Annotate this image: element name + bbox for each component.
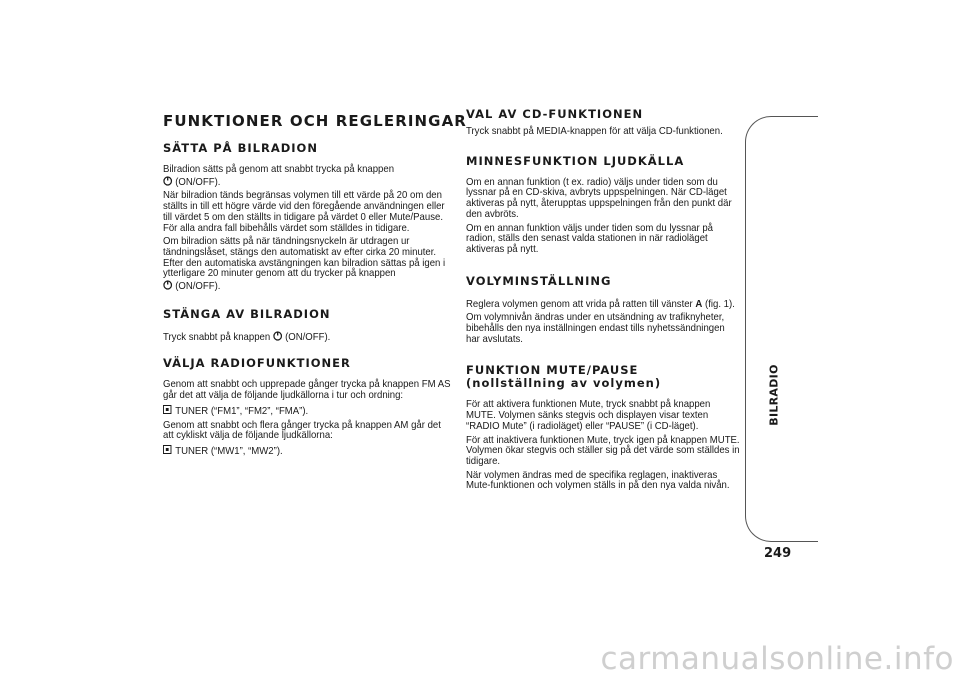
page-number: 249 (764, 546, 792, 561)
section-title-volyminstallning: VOLYMINSTÄLLNING (466, 273, 612, 288)
chapter-label (766, 360, 782, 430)
list-item (163, 445, 452, 458)
paragraph: För att inaktivera funktionen Mute, tryck igen på knappen MUTE. Volymen ökar stegvis och ställer sig på det värde som ställdes in tidigare. (466, 434, 740, 467)
section-subtitle-mute-pause: (nollställning av volymen) (466, 376, 662, 391)
figure-reference: A (695, 298, 703, 310)
square-bullet-icon (163, 445, 171, 454)
paragraph-text: (ON/OFF). (285, 331, 331, 343)
right-column (466, 108, 742, 495)
paragraph: När bilradion tänds begränsas volymen till ett värde på 20 om den ställts in till ett högre värde vid den föregående användningen eller till värdet 5 om den ställts in tidigare på värdet 0 eller Mute/Pause. För alla andra fall bibehålls värdet som ställdes in tidigare. (163, 190, 445, 234)
chapter-label-text: BILRADIO (767, 364, 781, 426)
section-title-satta-pa: SÄTTA PÅ BILRADION (163, 141, 318, 155)
paragraph: Tryck snabbt på MEDIA-knappen för att välja CD-funktionen. (466, 126, 723, 137)
paragraph-text: (ON/OFF). (175, 281, 221, 293)
square-bullet-icon (163, 405, 171, 414)
section-title-valja-radiofunktioner: VÄLJA RADIOFUNKTIONER (163, 356, 351, 371)
section-title-stanga-av: STÄNGA AV BILRADION (163, 306, 331, 321)
paragraph: Genom att snabbt och upprepade gånger trycka på knappen FM AS går det att välja de följande ljudkällorna i tur och ordning: (163, 379, 451, 402)
section-title-val-av-cd: VAL AV CD-FUNKTIONEN (466, 107, 644, 121)
paragraph-text: Om bilradion sätts på när tändningsnyckeln är utdragen ur tändningslåset, stängs den automatiskt av efter cirka 20 minuter. Efter den automatiska avstängningen kan bilradion sättas på igen i ytterligare 20 minuter genom att du trycker på knappen (163, 236, 446, 280)
paragraph: När volymen ändras med de specifika reglagen, inaktiveras Mute-funktionen och volymen ställs in på den nya valda nivån. (466, 469, 730, 492)
power-knob-icon (163, 176, 172, 186)
paragraph: För att aktivera funktionen Mute, tryck snabbt på knappen MUTE. Volymen sänks stegvis och displayen visar texten “RADIO Mute” (i radioläget) eller “PAUSE” (i CD-läget). (466, 399, 711, 432)
watermark: carmanualsonline.info (600, 641, 954, 677)
left-column (163, 108, 467, 461)
paragraph-text: Bilradion sätts på genom att snabbt trycka på knappen (163, 164, 395, 175)
paragraph (163, 165, 452, 188)
page-title: FUNKTIONER OCH REGLERINGAR (163, 112, 467, 130)
paragraph-text: (ON/OFF). (175, 176, 221, 188)
list-item-text: TUNER (“FM1”, “FM2”, “FMA”). (175, 405, 309, 417)
paragraph-text: Tryck snabbt på knappen (163, 331, 271, 343)
paragraph: Om volymnivån ändras under en utsändning av trafiknyheter, bibehålls den nya inställningen endast tills nyhetssändningen har avslutats. (466, 312, 725, 345)
paragraph: Genom att snabbt och flera gånger trycka på knappen AM går det att cykliskt välja de följande ljudkällorna: (163, 419, 441, 442)
power-knob-icon (163, 280, 172, 290)
list-item-text: TUNER (“MW1”, “MW2”). (175, 445, 283, 457)
paragraph (163, 331, 452, 344)
paragraph (163, 237, 452, 293)
paragraph-text: (fig. 1). (705, 298, 735, 310)
paragraph (466, 300, 741, 311)
list-item (163, 405, 452, 418)
paragraph: Om en annan funktion (t ex. radio) väljs under tiden som du lyssnar på en CD-skiva, avbryts uppspelningen. När CD-läget aktiveras på nytt, återupptas uppspelningen från den punkt där den avbröts. (466, 176, 732, 220)
section-title-minnesfunktion: MINNESFUNKTION LJUDKÄLLA (466, 153, 685, 168)
paragraph-text: Reglera volymen genom att vrida på ratten till vänster (466, 298, 693, 310)
paragraph: Om en annan funktion väljs under tiden som du lyssnar på radion, ställs den senast valda stationen in när radioläget aktiveras på nytt. (466, 222, 713, 255)
section-title-mute-pause: FUNKTION MUTE/PAUSE (466, 363, 639, 378)
chapter-tab-rail (745, 116, 818, 542)
power-knob-icon (273, 331, 282, 341)
